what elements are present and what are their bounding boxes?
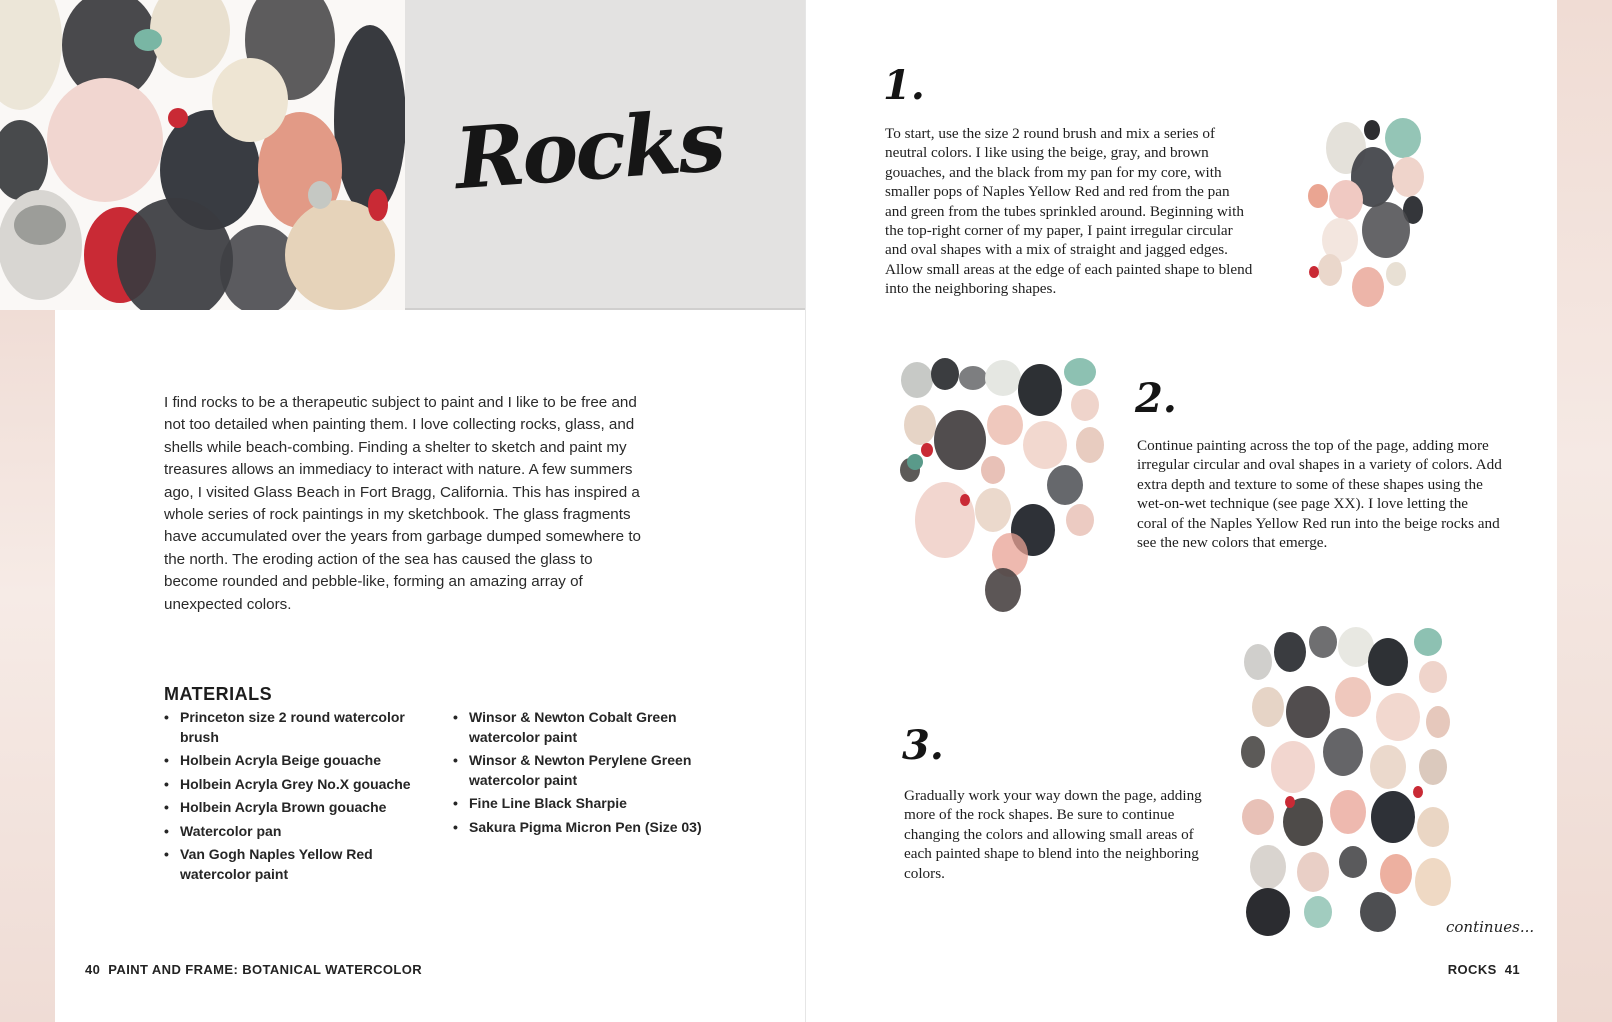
- material-item: • Watercolor pan: [164, 822, 444, 842]
- rock-painting-stage3-icon: [1228, 612, 1468, 962]
- hero-rocks-illustration: [0, 0, 405, 310]
- watercolor-rocks-pattern-icon: [0, 0, 405, 310]
- right-page-edge: [1557, 0, 1612, 1022]
- right-running-head: ROCKS: [1447, 962, 1497, 977]
- material-item: • Fine Line Black Sharpie: [453, 794, 723, 814]
- material-item: • Winsor & Newton Perylene Green watercolor paint: [453, 751, 723, 790]
- left-page-edge: [0, 310, 55, 1022]
- material-item: • Holbein Acryla Brown gouache: [164, 798, 444, 818]
- materials-heading: MATERIALS: [164, 684, 273, 704]
- material-item: • Van Gogh Naples Yellow Red watercolor paint: [164, 845, 444, 884]
- right-folio: [1440, 962, 1520, 977]
- page-gutter: [805, 0, 806, 1022]
- step-1-text: To start, use the size 2 round brush and mix a series of neutral colors. I like using the beige, gray, and brown gouaches, and the black from my pan for my core, with smaller pops of Naples Yellow Red and red from the pan and green from the tubes sprinkled around. Beginning with the top-right corner of my paper, I paint irregular circular and oval shapes with a mix of straight and jagged edges. Allow small areas at the edge of each painted shape to blend into the neighboring shapes.: [885, 125, 1253, 298]
- materials-list-2: [453, 708, 723, 841]
- page-title: Rocks: [451, 90, 726, 209]
- step-3-text: Gradually work your way down the page, adding more of the rock shapes. Be sure to continue changing the colors and allowing small areas of each painted shape to blend into the neighboring colors.: [904, 787, 1202, 882]
- rock-painting-stage2-icon: [885, 350, 1125, 640]
- step-2-text: Continue painting across the top of the page, adding more irregular circular and oval shapes in a variety of colors. Add extra depth and texture to some of these shapes using the wet-on-wet technique (see page XX). I love letting the coral of the Naples Yellow Red run into the beige rocks and see the new colors that emerge.: [1137, 437, 1502, 552]
- material-item: • Holbein Acryla Beige gouache: [164, 751, 444, 771]
- step-2-illustration: [885, 350, 1125, 640]
- intro-paragraph: I find rocks to be a therapeutic subject to paint and I like to be free and not too detailed when painting them. I love collecting rocks, glass, and shells while beach-combing. Finding a shelter to sketch and paint my treasures allows an immediacy to interact with nature. A few summers ago, I visited Glass Beach in Fort Bragg, California. This has inspired a whole series of rock paintings in my sketchbook. The glass fragments have accumulated over the years from garbage dumped somewhere to the north. The eroding action of the sea has caused the glass to become rounded and pebble-like, forming an amazing array of unexpected colors.: [164, 394, 641, 613]
- material-item: • Sakura Pigma Micron Pen (Size 03): [453, 818, 723, 838]
- step-2-number: 2.: [1135, 375, 1177, 422]
- step-1-illustration: [1258, 112, 1458, 347]
- title-panel: [405, 0, 805, 310]
- material-item: • Princeton size 2 round watercolor brush: [164, 708, 444, 747]
- left-folio: [85, 962, 422, 977]
- rock-painting-stage1-icon: [1258, 112, 1458, 347]
- step-3-illustration: [1228, 612, 1468, 962]
- materials-list-1: [164, 708, 444, 888]
- material-item: • Winsor & Newton Cobalt Green watercolor paint: [453, 708, 723, 747]
- step-1-number: 1.: [883, 62, 925, 109]
- step-3-number: 3.: [902, 722, 944, 769]
- left-running-head: PAINT AND FRAME: BOTANICAL WATERCOLOR: [108, 962, 423, 977]
- right-page-number: 41: [1504, 962, 1520, 977]
- continues-label: continues...: [1446, 918, 1535, 936]
- material-item: • Holbein Acryla Grey No.X gouache: [164, 775, 444, 795]
- left-page-number: 40: [85, 962, 101, 977]
